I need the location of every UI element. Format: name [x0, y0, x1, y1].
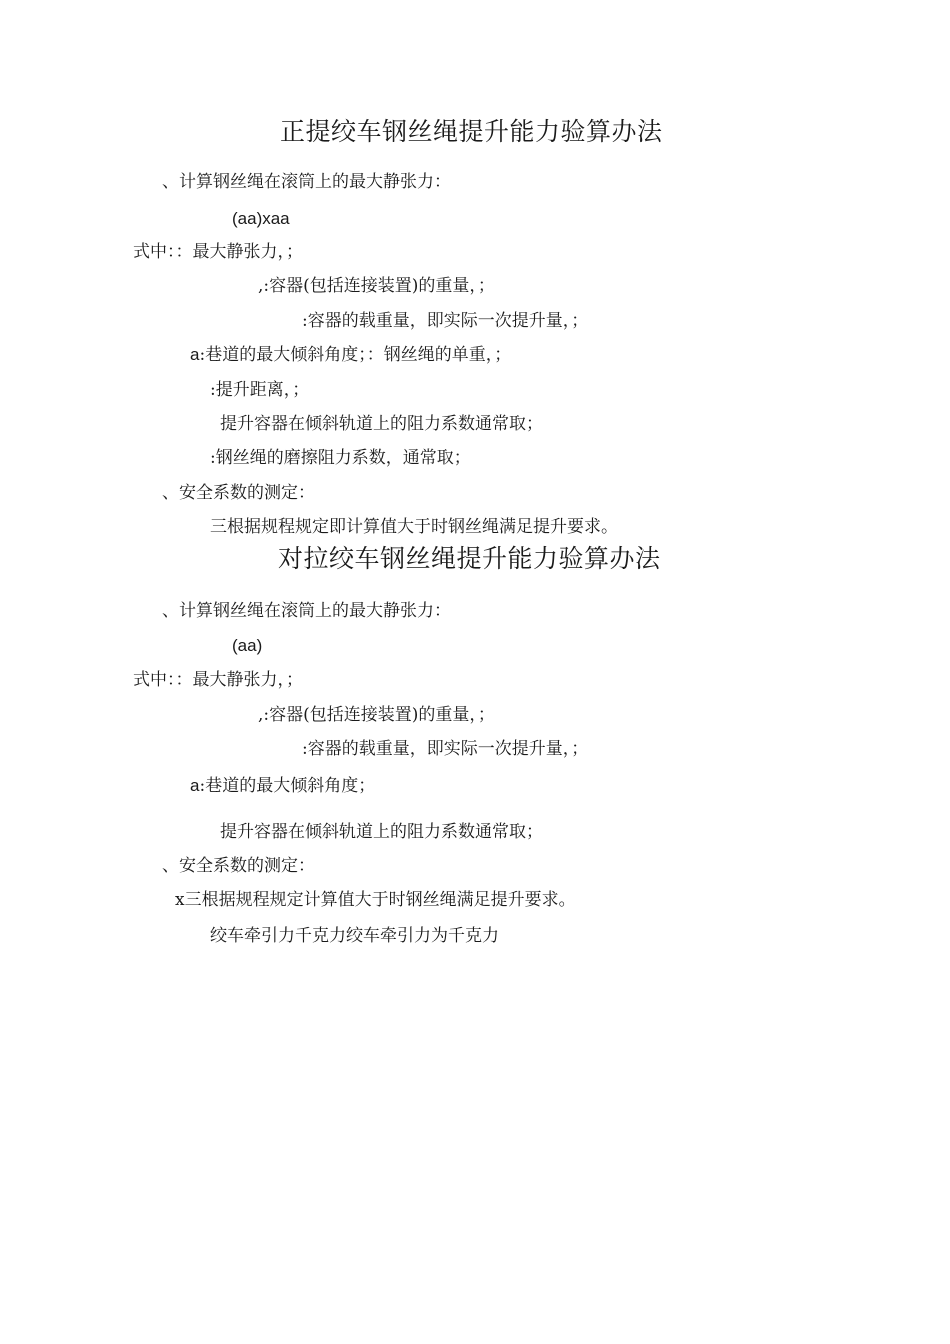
section2-def-angle-line: [190, 775, 375, 797]
section1-def-wear: :钢丝绳的磨擦阻力系数，通常取；: [210, 448, 471, 468]
section2-def-container: ,:容器(包括连接装置)的重量，；: [258, 705, 495, 725]
section2-def-resistance: 提升容器在倾斜轨道上的阻力系数通常取；: [220, 822, 543, 842]
section1-def-distance: :提升距离，；: [210, 380, 310, 400]
section2-traction: 绞车牵引力千克力绞车牵引力为千克力: [210, 926, 499, 946]
section1-title: 正提绞车钢丝绳提升能力验算办法: [280, 117, 663, 146]
section2-conclusion: x三根据规程规定计算值大于时钢丝绳满足提升要求。: [175, 890, 576, 910]
alpha-symbol: a: [190, 776, 200, 795]
section1-conclusion: 三根据规程规定即计算值大于时钢丝绳满足提升要求。: [210, 517, 618, 537]
section1-def-angle: :巷道的最大倾斜角度；：钢丝绳的单重，；: [199, 345, 512, 365]
alpha-symbol: a: [190, 345, 200, 364]
section1-where: 式中：：最大静张力，；: [133, 242, 303, 262]
section2-where: 式中：：最大静张力，；: [133, 670, 303, 690]
section2-item1: 、计算钢丝绳在滚筒上的最大静张力：: [162, 601, 451, 621]
section2-def-load: :容器的载重量，即实际一次提升量，；: [302, 739, 589, 759]
section1-item2: 、安全系数的测定：: [162, 483, 315, 503]
section1-def-container: ,:容器(包括连接装置)的重量，；: [258, 276, 495, 296]
section1-def-load: :容器的载重量，即实际一次提升量，；: [302, 311, 589, 331]
section2-item2: 、安全系数的测定：: [162, 856, 315, 876]
section2-def-angle: :巷道的最大倾斜角度；: [199, 776, 376, 796]
section2-formula: (aa): [232, 636, 263, 655]
section1-def-resistance: 提升容器在倾斜轨道上的阻力系数通常取；: [220, 414, 543, 434]
section1-item1: 、计算钢丝绳在滚筒上的最大静张力：: [162, 172, 451, 192]
section2-title: 对拉绞车钢丝绳提升能力验算办法: [278, 544, 661, 573]
section1-def-angle-line: [190, 344, 511, 366]
section1-formula: (aa)xaa: [232, 209, 290, 228]
